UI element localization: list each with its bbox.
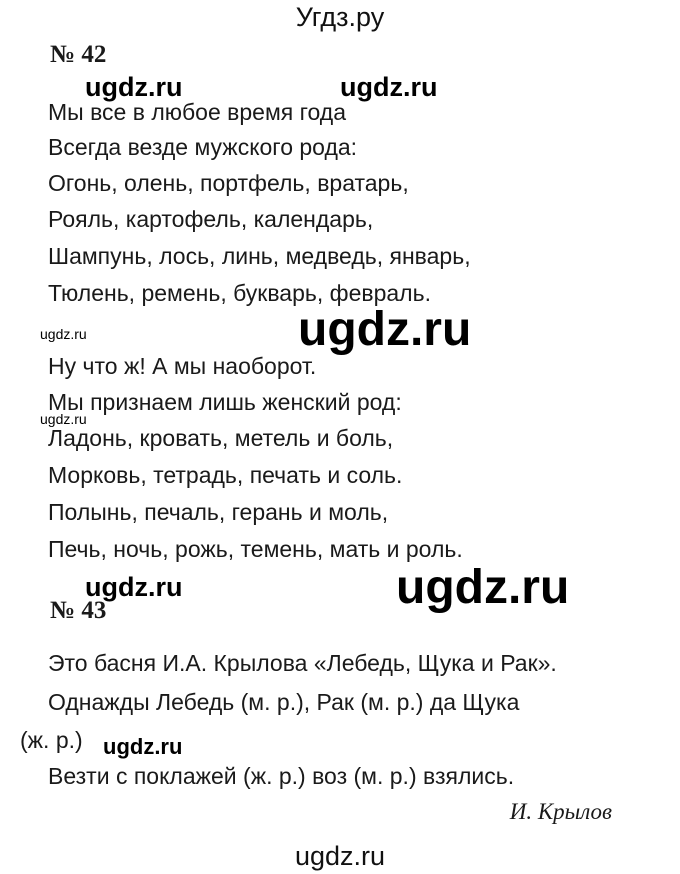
poem-line-10: Морковь, тетрадь, печать и соль. [48, 462, 403, 488]
exercise-43-number: № 43 [50, 597, 107, 624]
exercise-43-line-2: Однажды Лебедь (м. р.), Рак (м. р.) да Щука [48, 689, 520, 715]
exercise-43-line-1: Это басня И.А. Крылова «Лебедь, Щука и Рак». [48, 650, 557, 676]
exercise-43-line-4: Везти с поклажей (ж. р.) воз (м. р.) взялись. [48, 763, 515, 789]
poem-line-12: Печь, ночь, рожь, темень, мать и роль. [48, 536, 463, 562]
poem-line-2: Всегда везде мужского рода: [48, 134, 358, 160]
poem-line-8: Мы признаем лишь женский род: [48, 389, 402, 415]
site-title: Угдз.ру [295, 2, 385, 32]
poem-line-1: Мы все в любое время года [48, 99, 346, 125]
poem-line-11: Полынь, печаль, герань и моль, [48, 499, 389, 525]
watermark: ugdz.ru [396, 561, 570, 614]
watermark: ugdz.ru [103, 734, 183, 759]
watermark: ugdz.ru [40, 411, 87, 427]
poem-line-4: Рояль, картофель, календарь, [48, 206, 374, 232]
exercise-43-line-3: (ж. р.) [20, 727, 83, 753]
poem-line-3: Огонь, олень, портфель, вратарь, [48, 170, 409, 196]
watermark: ugdz.ru [85, 572, 183, 602]
site-footer: ugdz.ru [294, 841, 386, 871]
poem-line-9: Ладонь, кровать, метель и боль, [48, 425, 394, 451]
exercise-42-number: № 42 [50, 41, 107, 68]
watermark: ugdz.ru [40, 326, 87, 342]
watermark: ugdz.ru [85, 72, 183, 102]
watermark: ugdz.ru [298, 303, 472, 356]
poem-line-5: Шампунь, лось, линь, медведь, январь, [48, 243, 471, 269]
watermark: ugdz.ru [340, 72, 438, 102]
author-signature: И. Крылов [509, 799, 612, 824]
poem-line-7: Ну что ж! А мы наоборот. [48, 353, 317, 379]
poem-line-6: Тюлень, ремень, букварь, февраль. [48, 280, 431, 306]
